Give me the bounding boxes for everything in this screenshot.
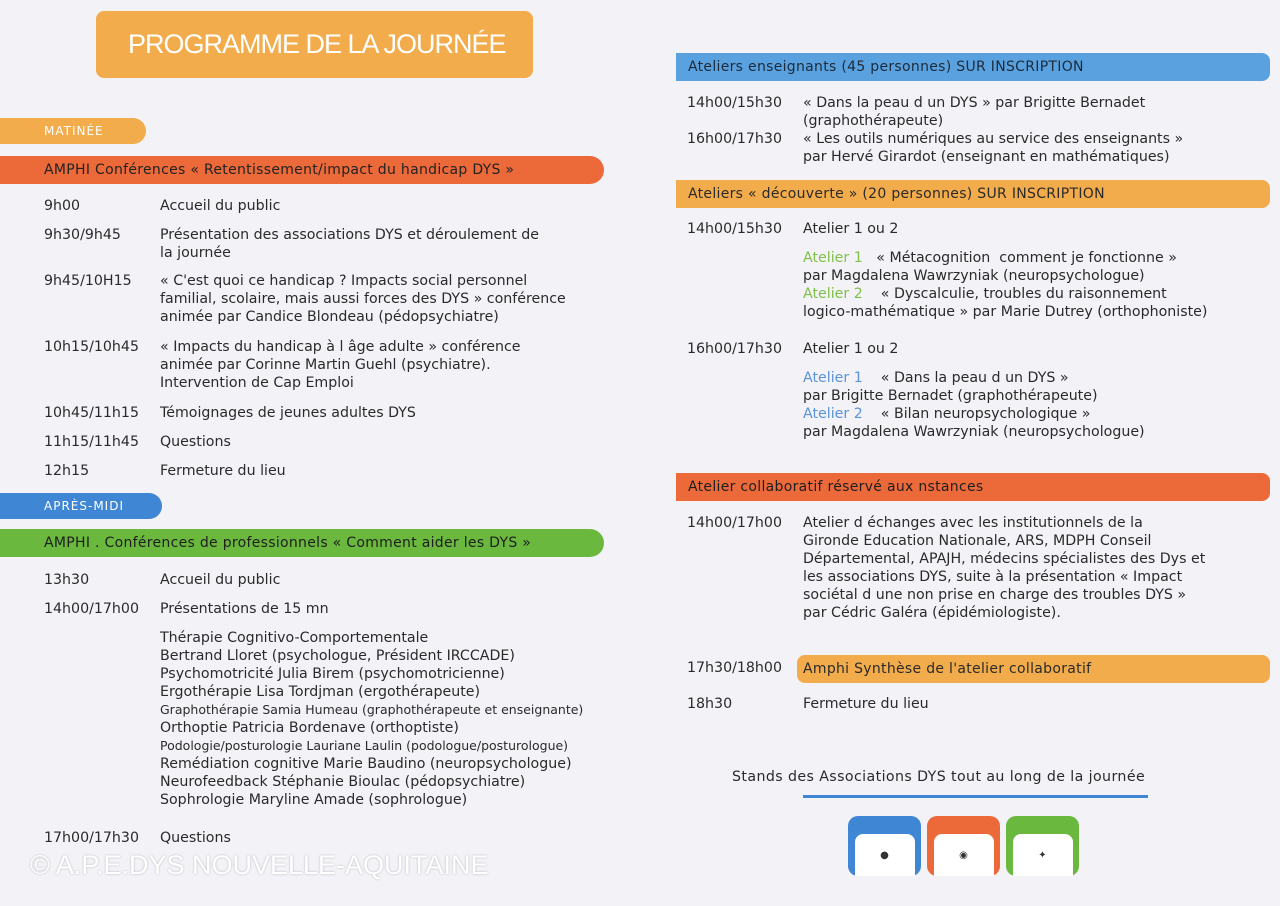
- schedule-time: 9h45/10H15: [44, 273, 132, 289]
- closing-time: 18h30: [687, 696, 733, 712]
- amphi-morning-bar: AMPHI Conférences « Retentissement/impact du handicap DYS »: [0, 156, 604, 184]
- talk-item: Psychomotricité Julia Birem (psychomotricienne): [160, 666, 505, 682]
- collab-time: 14h00/17h00: [687, 515, 782, 531]
- logo-blue: [848, 816, 921, 876]
- talk-item: Orthoptie Patricia Bordenave (orthoptiste): [160, 720, 459, 736]
- talk-item: Sophrologie Maryline Amade (sophrologue): [160, 792, 468, 808]
- schedule-time: 13h30: [44, 572, 90, 588]
- page-title: PROGRAMME DE LA JOURNÉE: [96, 11, 533, 78]
- enseignants-bar: Ateliers enseignants (45 personnes) SUR INSCRIPTION: [676, 53, 1270, 81]
- amphi-afternoon-bar: AMPHI . Conférences de professionnels « Comment aider les DYS »: [0, 529, 604, 557]
- logo-green-emblem: ✦: [1013, 834, 1073, 876]
- collab-line: les associations DYS, suite à la présentation « Impact: [803, 569, 1183, 585]
- schedule-description: Accueil du public: [160, 198, 281, 214]
- schedule-description: familial, scolaire, mais aussi forces des DYS » conférence: [160, 291, 566, 307]
- session1-atelier1-by: par Magdalena Wawrzyniak (neuropsychologue): [803, 268, 1145, 284]
- schedule-description: animée par Candice Blondeau (pédopsychiatre): [160, 309, 499, 325]
- talk-item: Graphothérapie Samia Humeau (graphothérapeute et enseignante): [160, 702, 584, 717]
- closing-text: Fermeture du lieu: [803, 696, 929, 712]
- collab-line: Atelier d échanges avec les institutionnels de la: [803, 515, 1143, 531]
- talks-list: [160, 629, 583, 809]
- schedule-time: 14h00/15h30: [687, 95, 782, 111]
- schedule-description: par Hervé Girardot (enseignant en mathématiques): [803, 149, 1170, 165]
- talk-item: Thérapie Cognitivo-Comportementale: [160, 630, 429, 646]
- session1-title: Atelier 1 ou 2: [803, 221, 899, 237]
- session1-atelier1: Atelier 1 « Métacognition comment je fonctionne »: [803, 250, 1177, 266]
- schedule-description: « Dans la peau d un DYS » par Brigitte Bernadet: [803, 95, 1146, 111]
- talk-item: Bertrand Lloret (psychologue, Président IRCCADE): [160, 648, 515, 664]
- collaboratif-bar: Atelier collaboratif réservé aux nstances: [676, 473, 1270, 501]
- logo-orange-emblem: ◉: [934, 834, 994, 876]
- schedule-description: Intervention de Cap Emploi: [160, 375, 354, 391]
- apres-midi-tab: APRÈS-MIDI: [0, 493, 162, 519]
- divider: [803, 795, 1148, 798]
- collab-line: par Cédric Galéra (épidémiologiste).: [803, 605, 1061, 621]
- collab-line: Départemental, APAJH, médecins spécialistes des Dys et: [803, 551, 1206, 567]
- session2-title: Atelier 1 ou 2: [803, 341, 899, 357]
- collab-line: sociétal d une non prise en charge des troubles DYS »: [803, 587, 1187, 603]
- questions-text: Questions: [160, 830, 231, 846]
- schedule-description: Accueil du public: [160, 572, 281, 588]
- session1-atelier2-by: logico-mathématique » par Marie Dutrey (orthophoniste): [803, 304, 1208, 320]
- schedule-description: « Les outils numériques au service des enseignants »: [803, 131, 1184, 147]
- logo-blue-emblem: ●: [855, 834, 915, 876]
- session1-time: 14h00/15h30: [687, 221, 782, 237]
- session2-atelier2: Atelier 2 « Bilan neuropsychologique »: [803, 406, 1091, 422]
- schedule-time: 9h00: [44, 198, 81, 214]
- talk-item: Remédiation cognitive Marie Baudino (neuropsychologue): [160, 756, 572, 772]
- stands-text: Stands des Associations DYS tout au long de la journée: [732, 769, 1146, 785]
- session1-atelier2: Atelier 2 « Dyscalculie, troubles du raisonnement: [803, 286, 1167, 302]
- synthese-time: 17h30/18h00: [687, 660, 782, 676]
- talk-item: Ergothérapie Lisa Tordjman (ergothérapeute): [160, 684, 481, 700]
- schedule-time: 16h00/17h30: [687, 131, 782, 147]
- schedule-description: Présentations de 15 mn: [160, 601, 329, 617]
- schedule-description: Présentation des associations DYS et déroulement de: [160, 227, 539, 243]
- schedule-description: Fermeture du lieu: [160, 463, 286, 479]
- schedule-time: 9h30/9h45: [44, 227, 121, 243]
- schedule-description: la journée: [160, 245, 231, 261]
- session2-atelier2-by: par Magdalena Wawrzyniak (neuropsychologue): [803, 424, 1145, 440]
- session2-atelier1: Atelier 1 « Dans la peau d un DYS »: [803, 370, 1069, 386]
- schedule-time: 10h15/10h45: [44, 339, 139, 355]
- matinee-tab: MATINÉE: [0, 118, 146, 144]
- questions-time: 17h00/17h30: [44, 830, 139, 846]
- collab-line: Gironde Education Nationale, ARS, MDPH Conseil: [803, 533, 1152, 549]
- logo-green: [1006, 816, 1079, 876]
- schedule-time: 14h00/17h00: [44, 601, 139, 617]
- schedule-time: 12h15: [44, 463, 90, 479]
- talk-item: Podologie/posturologie Lauriane Laulin (podologue/posturologue): [160, 738, 569, 753]
- schedule-description: « Impacts du handicap à l âge adulte » conférence: [160, 339, 521, 355]
- synthese-bar: Amphi Synthèse de l'atelier collaboratif: [797, 655, 1270, 683]
- copyright-watermark: © A.P.E.DYS NOUVELLE-AQUITAINE: [30, 850, 489, 880]
- schedule-description: animée par Corinne Martin Guehl (psychiatre).: [160, 357, 491, 373]
- schedule-time: 11h15/11h45: [44, 434, 139, 450]
- session2-time: 16h00/17h30: [687, 341, 782, 357]
- schedule-description: Questions: [160, 434, 231, 450]
- decouverte-bar: Ateliers « découverte » (20 personnes) SUR INSCRIPTION: [676, 180, 1270, 208]
- schedule-description: (graphothérapeute): [803, 113, 944, 129]
- schedule-time: 10h45/11h15: [44, 405, 139, 421]
- session2-atelier1-by: par Brigitte Bernadet (graphothérapeute): [803, 388, 1098, 404]
- logo-orange: [927, 816, 1000, 876]
- talk-item: Neurofeedback Stéphanie Bioulac (pédopsychiatre): [160, 774, 526, 790]
- schedule-description: Témoignages de jeunes adultes DYS: [160, 405, 416, 421]
- schedule-description: « C'est quoi ce handicap ? Impacts social personnel: [160, 273, 528, 289]
